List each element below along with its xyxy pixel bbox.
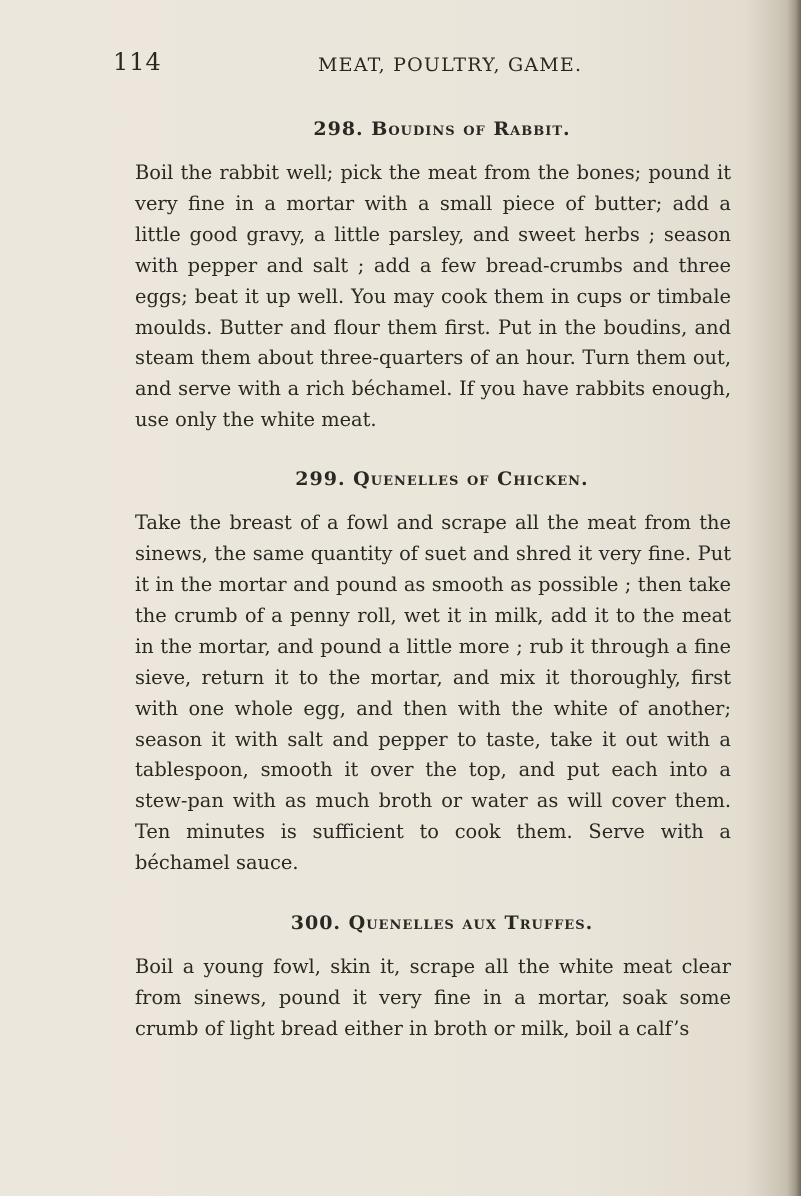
page-content <box>135 114 731 1045</box>
recipe-text: Take the breast of a fowl and scrape all the meat from the sinews, the same quantity of suet and shred it very fine. Put it in the mortar and pound as smooth as possible ; then take the crumb of a penny roll, wet it in milk, add it to the meat in the mortar, and pound a little more ; rub it through a fine sieve, return it to the mortar, and mix it thoroughly, first with one whole egg, and then with the white of another; season it with salt and pepper to taste, take it out with a tablespoon, smooth it over the top, and put each into a stew-pan with as much broth or water as will cover them. Ten minutes is sufficient to cook them. Serve with a béchamel sauce. <box>135 511 731 875</box>
running-title: MEAT, POULTRY, GAME. <box>318 54 583 76</box>
recipe-heading: 298. Boudins of Rabbit. <box>313 118 571 140</box>
page-number: 114 <box>113 48 162 76</box>
recipe-section <box>135 464 731 879</box>
recipe-text: Boil a young fowl, skin it, scrape all the white meat clear from sinews, pound it very fine in a mortar, soak some crumb of light bread either in broth or milk, boil a calf’s <box>135 955 731 1040</box>
page-header <box>113 44 733 84</box>
recipe-heading: 299. Quenelles of Chicken. <box>295 468 589 491</box>
recipe-text: Boil the rabbit well; pick the meat from the bones; pound it very fine in a mortar with a small piece of butter; add a little good gravy, a little parsley, and sweet herbs ; season with pepper and salt ; add a few bread-crumbs and three eggs; beat it up well. You may cook them in cups or timbale moulds. Butter and flour them first. Put in the boudins, and steam them about three-quarters of an hour. Turn them out, and serve with a rich béchamel. If you have rabbits enough, use only the white meat. <box>135 161 731 432</box>
recipe-heading: 300. Quenelles aux Truffes. <box>290 912 594 935</box>
recipe-section <box>135 908 731 1045</box>
page-edge-shadow <box>787 0 801 1196</box>
recipe-section <box>135 114 731 436</box>
